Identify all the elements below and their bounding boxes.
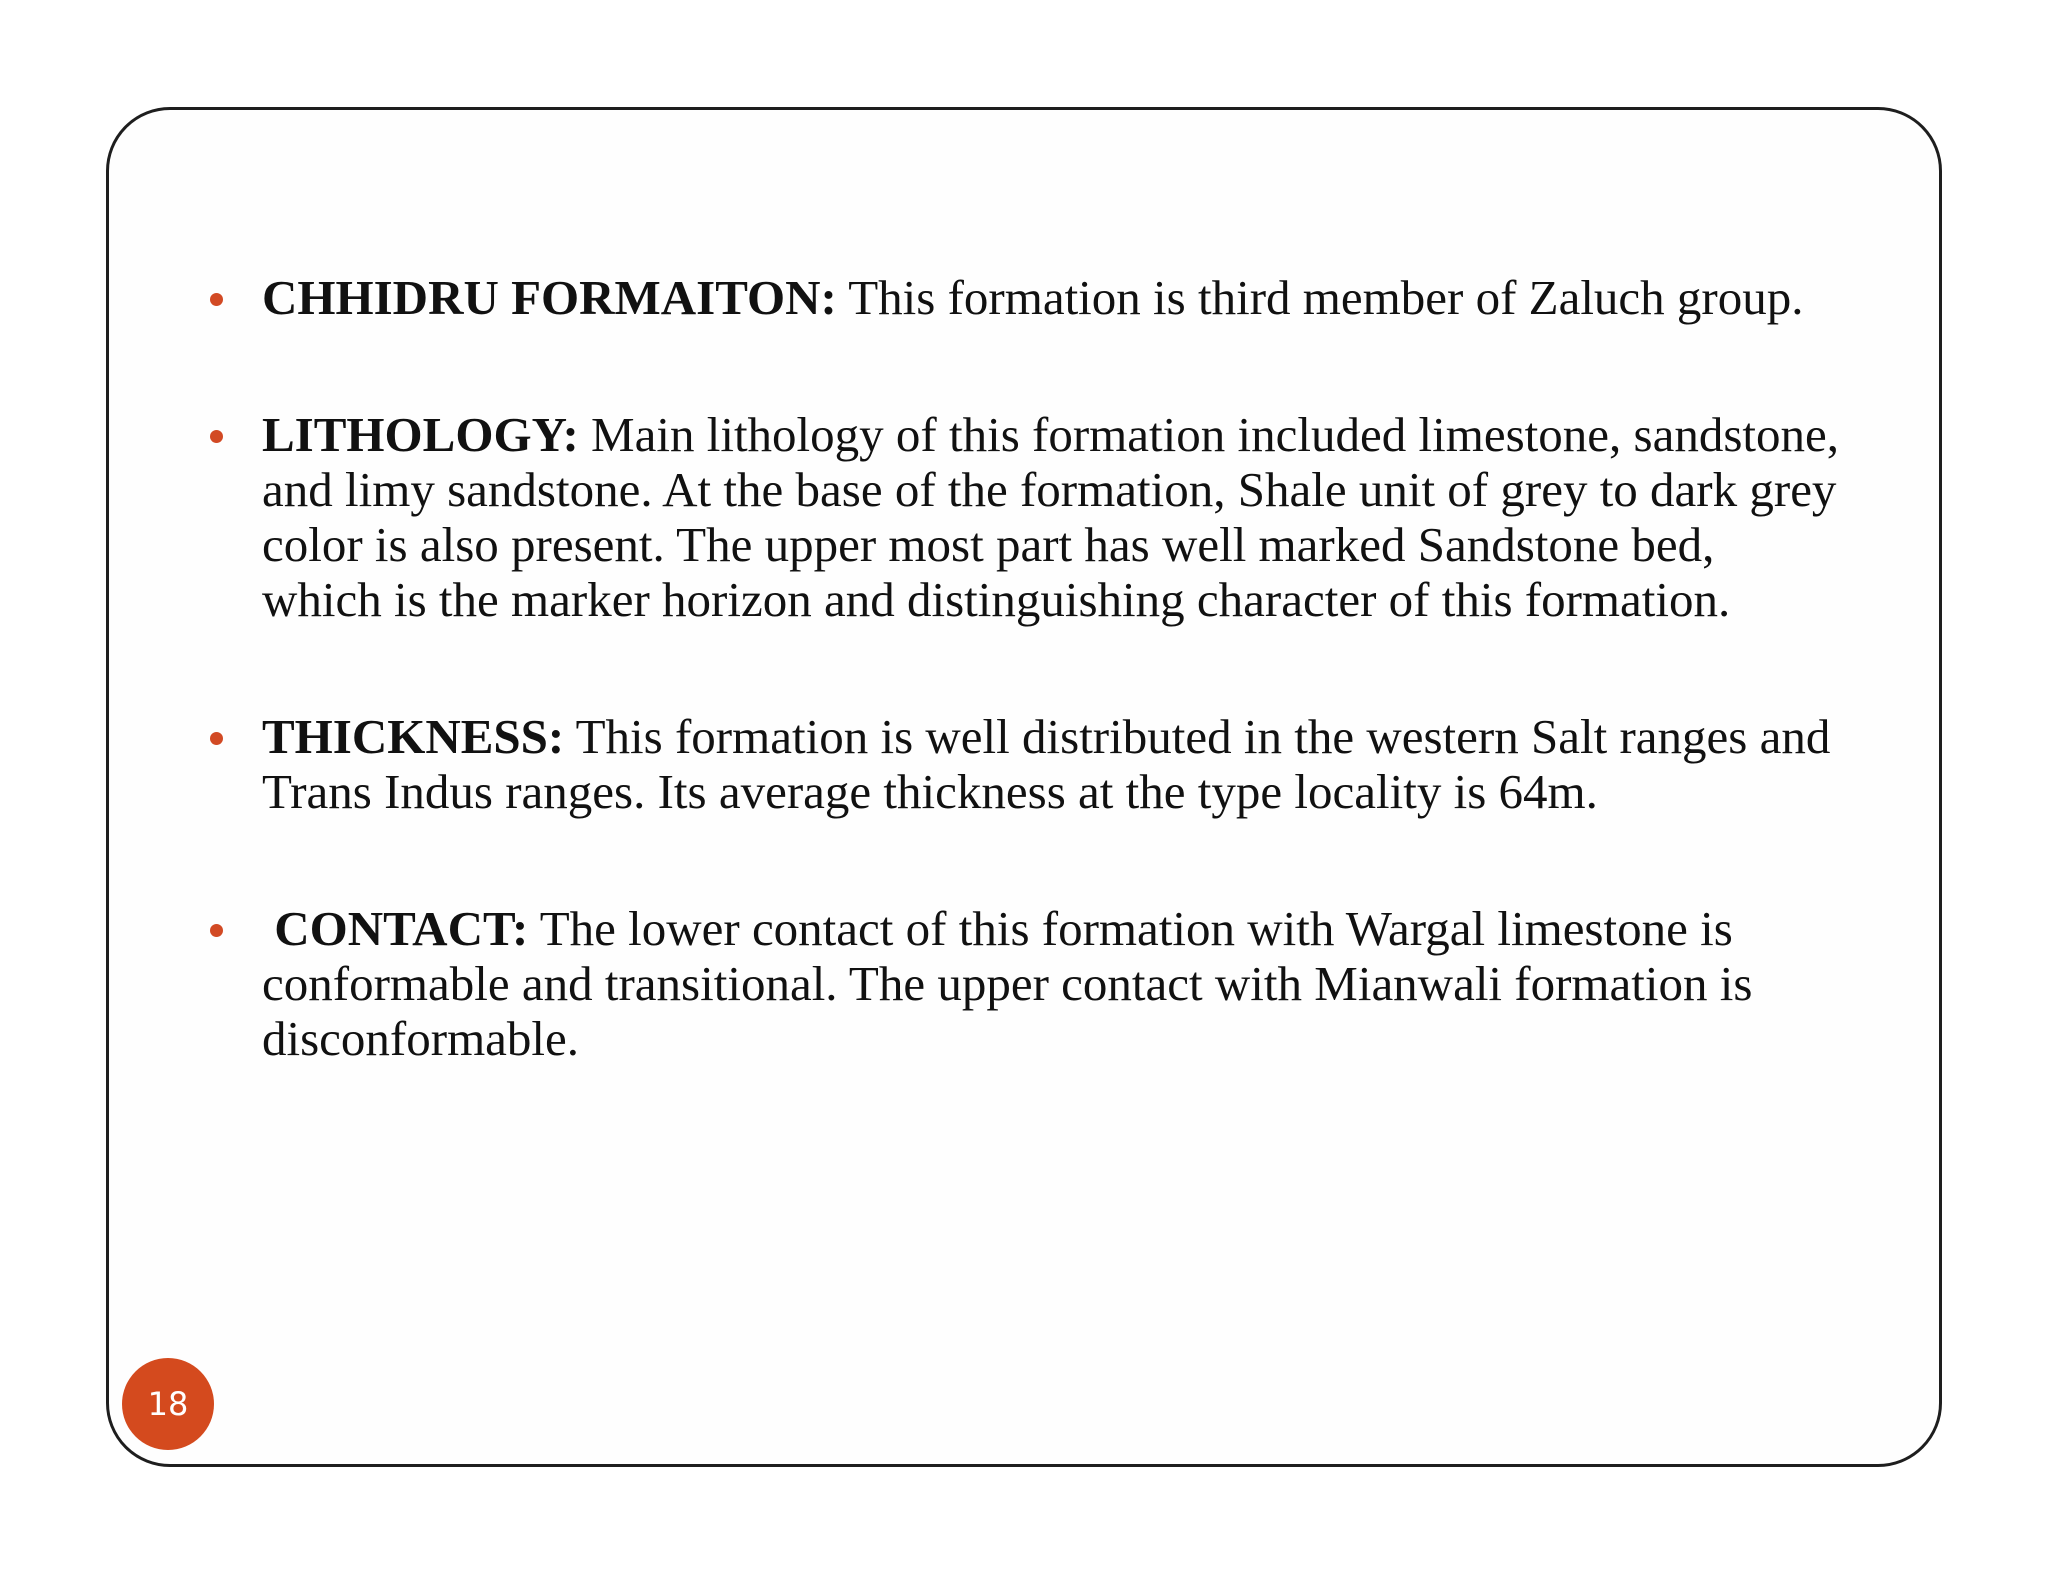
bullet-list — [206, 270, 1846, 1148]
page-number-badge: 18 — [122, 1358, 214, 1450]
bullet-term: THICKNESS: — [262, 709, 565, 764]
bullet-item-lithology — [206, 407, 1846, 627]
bullet-dot-icon — [210, 293, 223, 306]
bullet-text: This formation is well distributed in the western Salt ranges and Trans Indus ranges. Its average thickness at the type locality is 64m. — [262, 709, 1831, 819]
bullet-text: The lower contact of this formation with Wargal limestone is conformable and transitional. The upper contact with Mianwali formation is disconformable. — [262, 901, 1753, 1066]
bullet-item-thickness — [206, 709, 1846, 819]
bullet-dot-icon — [210, 924, 223, 937]
bullet-item-chhidru-formation — [206, 270, 1846, 325]
bullet-term: CONTACT: — [262, 901, 529, 956]
bullet-dot-icon — [210, 732, 223, 745]
bullet-dot-icon — [210, 430, 223, 443]
bullet-item-contact — [206, 901, 1846, 1066]
bullet-term: LITHOLOGY: — [262, 407, 579, 462]
bullet-term: CHHIDRU FORMAITON: — [262, 270, 837, 325]
bullet-text: This formation is third member of Zaluch group. — [836, 270, 1804, 325]
bullet-text: Main lithology of this formation included limestone, sandstone, and limy sandstone. At the base of the formation, Shale unit of grey to dark grey color is also present. The upper most part has well marked Sandstone bed, which is the marker horizon and distinguishing character of this formation. — [262, 407, 1839, 627]
